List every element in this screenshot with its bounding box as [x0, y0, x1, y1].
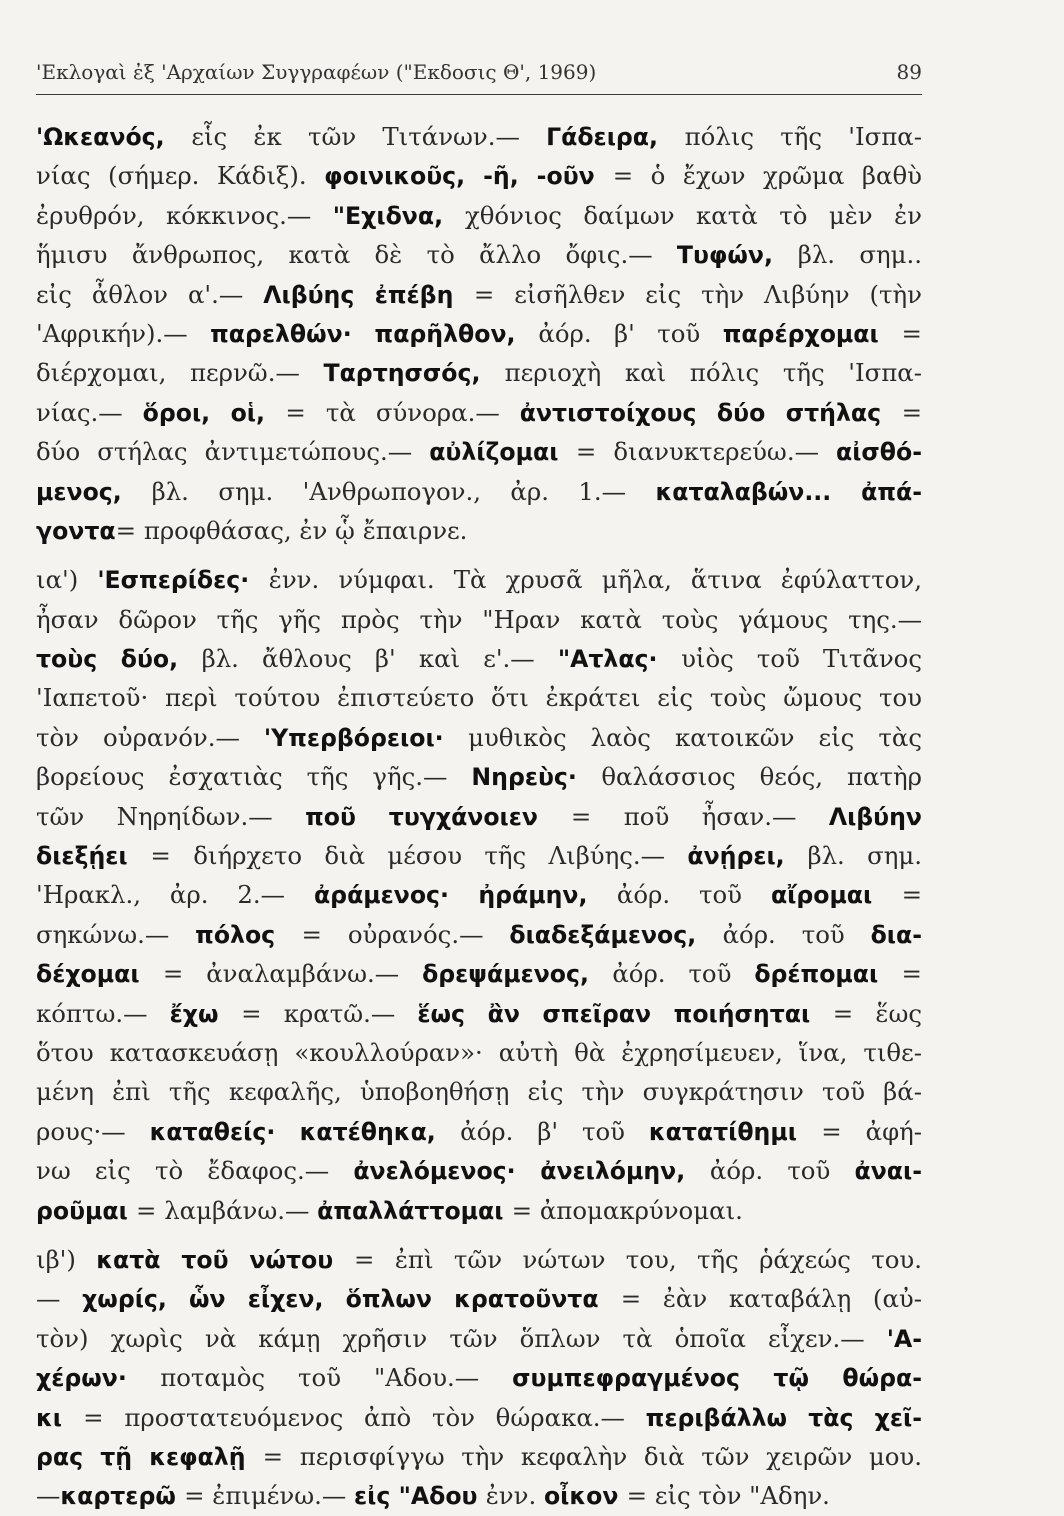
headword: δια- [870, 920, 922, 949]
text-line [36, 836, 922, 875]
headword: "Εχιδνα, [332, 201, 465, 230]
text-line [36, 1151, 922, 1190]
gloss-text: = ἐὰν καταβάλῃ (αὐ- [620, 1284, 922, 1314]
text-line [36, 678, 922, 717]
gloss-text: = [901, 880, 922, 910]
text-line [36, 1358, 922, 1397]
headword: παρελθών· παρῆλθον, [210, 319, 539, 348]
glossary-body [36, 117, 922, 1516]
gloss-text: = [901, 959, 922, 989]
gloss-text: — [36, 1284, 83, 1314]
headword: ἕως ἂν σπεῖραν ποιήσηται [417, 999, 833, 1028]
gloss-text: ἀόρ. τοῦ [722, 919, 871, 949]
gloss-text: τὸν) χωρὶς νὰ κάμῃ χρῆσιν τῶν ὅπλων τὰ ὁποῖα εἶχεν.— [36, 1323, 887, 1353]
headword: μενος, [36, 477, 152, 506]
text-line [36, 117, 922, 156]
gloss-text: βλ. σημ. 'Ανθρωπογον., ἀρ. 1.— [151, 476, 656, 506]
gloss-text: τῶν Νηρηίδων.— [36, 801, 306, 831]
gloss-text: ρους·— [36, 1116, 150, 1146]
headword: δέχομαι [36, 960, 163, 989]
headword: ροῦμαι [36, 1196, 137, 1225]
gloss-text: = λαμβάνω.— [136, 1195, 318, 1225]
headword: παρέρχομαι [722, 319, 902, 348]
gloss-text: διέρχομαι, περνῶ.— [36, 358, 324, 388]
headword: χωρίς, ὧν εἶχεν, ὅπλων κρατοῦντα [82, 1285, 621, 1314]
gloss-text: ἀόρ. τοῦ [709, 1156, 855, 1186]
page-number: 89 [896, 60, 922, 84]
headword: Λιβύην [828, 802, 922, 831]
gloss-text: ἐνν. νύμφαι. Τὰ χρυσᾶ μῆλα, ἅτινα ἐφύλαττον, [268, 565, 922, 595]
gloss-text: = ὁ ἔχων χρῶμα βαθὺ [612, 161, 922, 191]
gloss-text: = τὰ σύνορα.— [285, 397, 520, 427]
gloss-text: ἐνν. [485, 1481, 544, 1511]
gloss-text: ἦσαν δῶρον τῆς γῆς πρὸς τὴν "Ηραν κατὰ τοὺς γάμους της.— [36, 604, 922, 634]
text-line [36, 393, 922, 432]
text-line [36, 718, 922, 757]
text-line [36, 560, 922, 599]
gloss-text: περιοχὴ καὶ πόλις τῆς 'Ισπα- [504, 358, 922, 388]
gloss-text: = προστατευόμενος ἀπὸ τὸν θώρακα.— [83, 1402, 646, 1432]
gloss-text: ἀόρ. τοῦ [616, 880, 771, 910]
headword: Τυφών, [676, 241, 798, 270]
text-line [36, 1319, 922, 1358]
gloss-text: = κρατῶ.— [241, 998, 418, 1028]
gloss-text: σηκώνω.— [36, 919, 196, 949]
gloss-text: — [36, 1481, 61, 1511]
headword: αὐλίζομαι [429, 438, 576, 467]
gloss-text: βλ. ἄθλους β' καὶ ε'.— [201, 644, 558, 674]
headword: 'Εσπερίδες· [97, 566, 269, 595]
text-line [36, 954, 922, 993]
running-header [36, 54, 922, 95]
headword: Νηρεὺς· [471, 763, 602, 792]
gloss-text: μυθικὸς λαὸς κατοικῶν εἰς τὰς [468, 722, 922, 752]
gloss-text: βλ. σημ. [807, 841, 922, 871]
headword: ἀντιστοίχους δύο στήλας [519, 398, 902, 427]
headword: περιβάλλω τὰς χεῖ- [645, 1403, 922, 1432]
gloss-text: = περισφίγγω τὴν κεφαλὴν διὰ τῶν χειρῶν μου. [262, 1441, 922, 1471]
text-line [36, 1279, 922, 1318]
headword: συμπεφραγμένος τῷ θώρα- [512, 1364, 922, 1393]
text-line [36, 1033, 922, 1072]
section-gap [36, 550, 922, 560]
gloss-text: ἐρυθρόν, κόκκινος.— [36, 200, 333, 230]
headword: πόλος [195, 920, 302, 949]
headword: 'Α- [886, 1324, 922, 1353]
headword: Ταρτησσός, [323, 359, 505, 388]
text-line [36, 156, 922, 195]
gloss-text: βορείους ἐσχατιὰς τῆς γῆς.— [36, 762, 472, 792]
text-line [36, 915, 922, 954]
text-line [36, 600, 922, 639]
text-line [36, 875, 922, 914]
gloss-text: νω εἰς τὸ ἔδαφος.— [36, 1156, 354, 1186]
gloss-text: κόπτω.— [36, 998, 170, 1028]
headword: καρτερῶ [60, 1482, 185, 1511]
text-line [36, 314, 922, 353]
headword: ρας τῇ κεφαλῇ [36, 1442, 263, 1471]
gloss-text: ἀόρ. β' τοῦ [460, 1116, 649, 1146]
headword: 'Υπερβόρειοι· [263, 723, 469, 752]
gloss-text: νίας (σήμερ. Κάδιξ). [36, 161, 325, 191]
headword: κι [36, 1403, 84, 1432]
gloss-text: ὅτου κατασκευάσῃ «κουλλούραν»· αὐτὴ θὰ ἐχρησίμευεν, ἵνα, τιθε- [36, 1037, 922, 1067]
gloss-text: πόλις τῆς 'Ισπα- [684, 122, 922, 151]
gloss-text: = προφθάσας, ἐν ᾧ ἔπαιρνε. [115, 515, 468, 545]
gloss-text: εἰς ἆθλον α'.— [36, 279, 264, 309]
headword: αἴρομαι [770, 881, 902, 910]
headword: ὅροι, οἱ, [142, 398, 286, 427]
gloss-text: = ἐπιμένω.— [184, 1481, 355, 1511]
text-line [36, 1437, 922, 1476]
text-line [36, 275, 922, 314]
headword: ἔχω [169, 999, 242, 1028]
headword: φοινικοῦς, -ῆ, -οῦν [324, 162, 613, 191]
headword: 'Ωκεανός, [36, 123, 192, 151]
text-line [36, 353, 922, 392]
headword: Γάδειρα, [546, 123, 685, 151]
text-line [36, 1072, 922, 1111]
gloss-text: = ἀπομακρύνομαι. [511, 1195, 743, 1225]
text-line [36, 757, 922, 796]
gloss-text: μένη ἐπὶ τῆς κεφαλῆς, ὑποβοηθήσῃ εἰς τὴν συγκράτησιν τοῦ βά- [36, 1077, 922, 1107]
gloss-text: θαλάσσιος θεός, πατὴρ [601, 762, 922, 792]
headword: ἀπαλλάττομαι [317, 1196, 512, 1225]
gloss-text: = ποῦ ἦσαν.— [570, 801, 829, 831]
gloss-text: 'Ιαπετοῦ· περὶ τούτου ἐπιστεύετο ὅτι ἐκράτει εἰς τοὺς ὤμους του [36, 683, 922, 713]
text-line [36, 432, 922, 471]
text-line [36, 797, 922, 836]
text-line [36, 639, 922, 678]
gloss-text: = εἰσῆλθεν εἰς τὴν Λιβύην (τὴν [473, 279, 922, 309]
text-line [36, 1191, 922, 1230]
gloss-text: = ἀφή- [821, 1116, 922, 1146]
headword: τοὺς δύο, [36, 645, 202, 674]
gloss-text: = [901, 397, 922, 427]
text-line [36, 472, 922, 511]
gloss-text: = διανυκτερεύω.— [575, 437, 836, 467]
gloss-text: δύο στήλας ἀντιμετώπους.— [36, 437, 430, 467]
headword: καταλαβών... ἀπά- [655, 477, 922, 506]
section-gap [36, 1230, 922, 1240]
gloss-text: εἷς ἐκ τῶν Τιτάνων.— [191, 122, 547, 151]
text-line [36, 196, 922, 235]
headword: ἀνῄρει, [687, 842, 808, 871]
gloss-text: = [901, 318, 922, 348]
running-title: 'Εκλογαὶ ἐξ 'Αρχαίων Συγγραφέων ("Εκδοσις Θ', 1969) [36, 60, 597, 84]
headword: "Ατλας· [557, 645, 682, 674]
text-line [36, 235, 922, 274]
gloss-text: = ἐπὶ τῶν νώτων του, τῆς ῥάχεώς του. [354, 1244, 922, 1274]
headword: γοντα [36, 516, 116, 545]
headword: δρέπομαι [754, 960, 902, 989]
text-line [36, 1476, 922, 1515]
gloss-text: = ἕως [832, 998, 922, 1028]
text-line [36, 1112, 922, 1151]
headword: ἀναι- [854, 1157, 922, 1186]
gloss-text: βλ. σημ.. [797, 240, 922, 270]
headword: ἀνελόμενος· ἀνειλόμην, [353, 1157, 710, 1186]
headword: εἰς "Αδου [354, 1482, 486, 1511]
headword: καταθείς· κατέθηκα, [149, 1117, 461, 1146]
text-line [36, 1398, 922, 1437]
headword: κατατίθημι [648, 1117, 822, 1146]
gloss-text: = ἀναλαμβάνω.— [162, 959, 423, 989]
gloss-text: ποταμὸς τοῦ "Αδου.— [160, 1363, 513, 1393]
text-line [36, 994, 922, 1033]
gloss-text: τὸν οὐρανόν.— [36, 722, 264, 752]
headword: διεξῄει [36, 842, 151, 871]
gloss-text: = οὐρανός.— [301, 919, 510, 949]
gloss-text: ιβ') [36, 1244, 97, 1274]
text-line [36, 1240, 922, 1279]
gloss-text: 'Αφρικήν).— [36, 318, 211, 348]
gloss-text: = διήρχετο διὰ μέσου τῆς Λιβύης.— [150, 841, 688, 871]
gloss-text: 'Ηρακλ., ἀρ. 2.— [36, 880, 314, 910]
headword: ποῦ τυγχάνοιεν [305, 802, 571, 831]
gloss-text: ἀόρ. β' τοῦ [538, 318, 723, 348]
headword: διαδεξάμενος, [509, 920, 723, 949]
headword: οἶκον [543, 1482, 627, 1511]
gloss-text: υἱὸς τοῦ Τιτᾶνος [681, 644, 922, 674]
gloss-text: ἥμισυ ἄνθρωπος, κατὰ δὲ τὸ ἄλλο ὄφις.— [36, 240, 677, 270]
headword: ἀράμενος· ἠράμην, [313, 881, 617, 910]
text-line [36, 511, 922, 550]
headword: δρεψάμενος, [422, 960, 613, 989]
gloss-text: νίας.— [36, 397, 143, 427]
gloss-text: ια') [36, 565, 98, 595]
headword: Λιβύης ἐπέβη [263, 280, 474, 309]
headword: αἰσθό- [836, 438, 922, 467]
gloss-text: χθόνιος δαίμων κατὰ τὸ μὲν ἐν [464, 200, 922, 230]
headword: χέρων· [36, 1364, 161, 1393]
gloss-text: = εἰς τὸν "Αδην. [626, 1481, 830, 1511]
gloss-text: ἀόρ. τοῦ [612, 959, 755, 989]
headword: κατὰ τοῦ νώτου [96, 1245, 355, 1274]
